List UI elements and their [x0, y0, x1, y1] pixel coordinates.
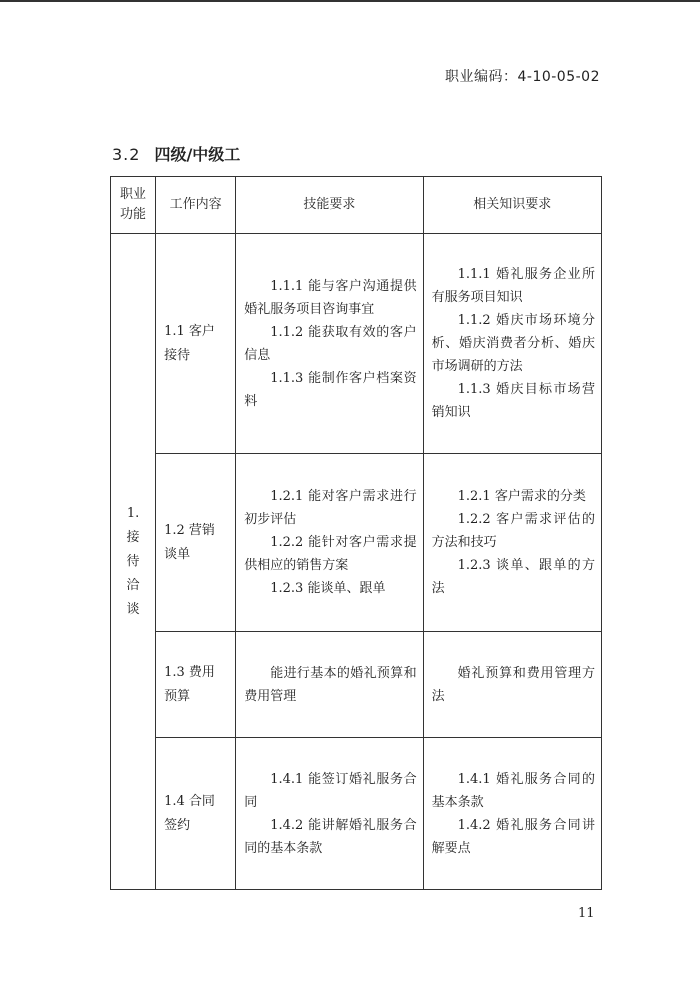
knowledge-cell: 1.2.1 客户需求的分类 1.2.2 客户需求评估的方法和技巧 1.2.3 谈单、跟单的方法	[423, 454, 601, 632]
top-rule	[0, 0, 700, 2]
table-header-row	[111, 177, 602, 234]
section-number: 3.2	[112, 145, 141, 164]
work-content-cell: 1.4 合同 签约	[156, 738, 236, 890]
section-title-text: 四级/中级工	[154, 145, 241, 164]
skill-standard-table	[110, 176, 602, 890]
knowledge-cell: 1.1.1 婚礼服务企业所有服务项目知识 1.1.2 婚庆市场环境分析、婚庆消费者分析、婚庆市场调研的方法 1.1.3 婚庆目标市场营销知识	[423, 234, 601, 454]
table-row	[111, 454, 602, 632]
skill-cell: 1.4.1 能签订婚礼服务合同 1.4.2 能讲解婚礼服务合同的基本条款	[236, 738, 423, 890]
section-title	[112, 142, 240, 165]
header-knowledge-requirements: 相关知识要求	[423, 177, 601, 234]
skill-cell: 1.1.1 能与客户沟通提供婚礼服务项目咨询事宜 1.1.2 能获取有效的客户信息 1.1.3 能制作客户档案资料	[236, 234, 423, 454]
table-row	[111, 234, 602, 454]
header-function: 职业 功能	[111, 177, 156, 234]
work-content-cell: 1.2 营销 谈单	[156, 454, 236, 632]
function-cell: 1. 接 待 洽 谈	[111, 234, 156, 890]
knowledge-cell: 1.4.1 婚礼服务合同的基本条款 1.4.2 婚礼服务合同讲解要点	[423, 738, 601, 890]
work-content-cell: 1.1 客户 接待	[156, 234, 236, 454]
knowledge-cell: 婚礼预算和费用管理方法	[423, 632, 601, 738]
page-number: 11	[578, 906, 595, 921]
header-skill-requirements: 技能要求	[236, 177, 423, 234]
skill-cell: 1.2.1 能对客户需求进行初步评估 1.2.2 能针对客户需求提供相应的销售方案 1.2.3 能谈单、跟单	[236, 454, 423, 632]
table-row	[111, 738, 602, 890]
header-work-content: 工作内容	[156, 177, 236, 234]
table-row	[111, 632, 602, 738]
skill-cell: 能进行基本的婚礼预算和费用管理	[236, 632, 423, 738]
work-content-cell: 1.3 费用 预算	[156, 632, 236, 738]
occupation-code: 职业编码：4-10-05-02	[444, 69, 600, 85]
